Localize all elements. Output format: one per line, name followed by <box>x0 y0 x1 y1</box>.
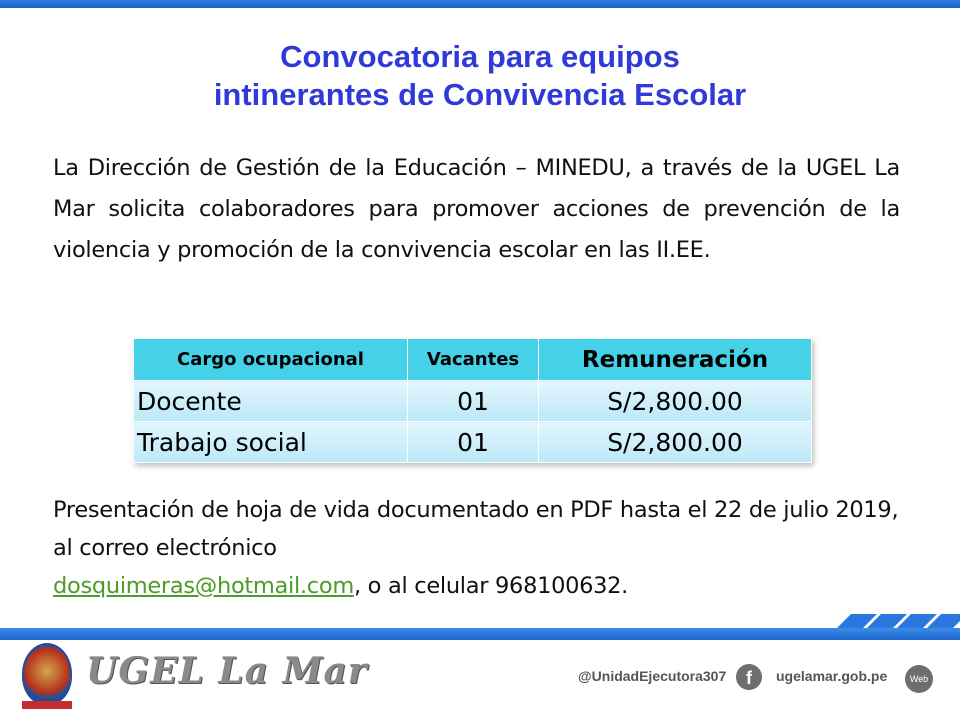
instructions-text: Presentación de hoja de vida documentado en PDF hasta el 22 de julio 2019, al correo electrónico <box>53 497 899 561</box>
website-link[interactable]: ugelamar.gob.pe <box>776 668 888 684</box>
header-vacantes: Vacantes <box>408 339 539 381</box>
top-accent-bar <box>0 0 960 8</box>
facebook-handle[interactable]: @UnidadEjecutora307 <box>578 668 727 684</box>
cell-vacantes: 01 <box>408 422 539 463</box>
footer-band <box>0 628 960 640</box>
vacancies-table <box>133 338 812 463</box>
facebook-icon[interactable]: f <box>736 664 762 690</box>
submission-instructions <box>53 491 913 605</box>
ugel-seal-logo <box>22 643 72 705</box>
table-header-row <box>134 339 812 381</box>
cell-remuneracion: S/2,800.00 <box>539 381 812 422</box>
cell-remuneracion: S/2,800.00 <box>539 422 812 463</box>
table-row <box>134 381 812 422</box>
cell-cargo: Trabajo social <box>134 422 408 463</box>
phone-text: , o al celular 968100632. <box>353 573 629 599</box>
page-title <box>60 38 900 114</box>
header-remuneracion: Remuneración <box>539 339 812 381</box>
intro-paragraph: La Dirección de Gestión de la Educación – MINEDU, a través de la UGEL La Mar solicita colaboradores para promover acciones de prevención de la violencia y promoción de la convivencia escolar en las II.EE. <box>53 155 900 263</box>
cell-cargo: Docente <box>134 381 408 422</box>
title-line-2: intinerantes de Convivencia Escolar <box>213 77 747 112</box>
header-cargo: Cargo ocupacional <box>134 339 408 381</box>
table-row <box>134 422 812 463</box>
email-link[interactable]: dosquimeras@hotmail.com <box>53 573 354 599</box>
web-icon[interactable]: Web <box>905 665 933 693</box>
title-line-1: Convocatoria para equipos <box>280 39 680 74</box>
cell-vacantes: 01 <box>408 381 539 422</box>
ugel-logo-text: UGEL La Mar <box>86 650 368 692</box>
